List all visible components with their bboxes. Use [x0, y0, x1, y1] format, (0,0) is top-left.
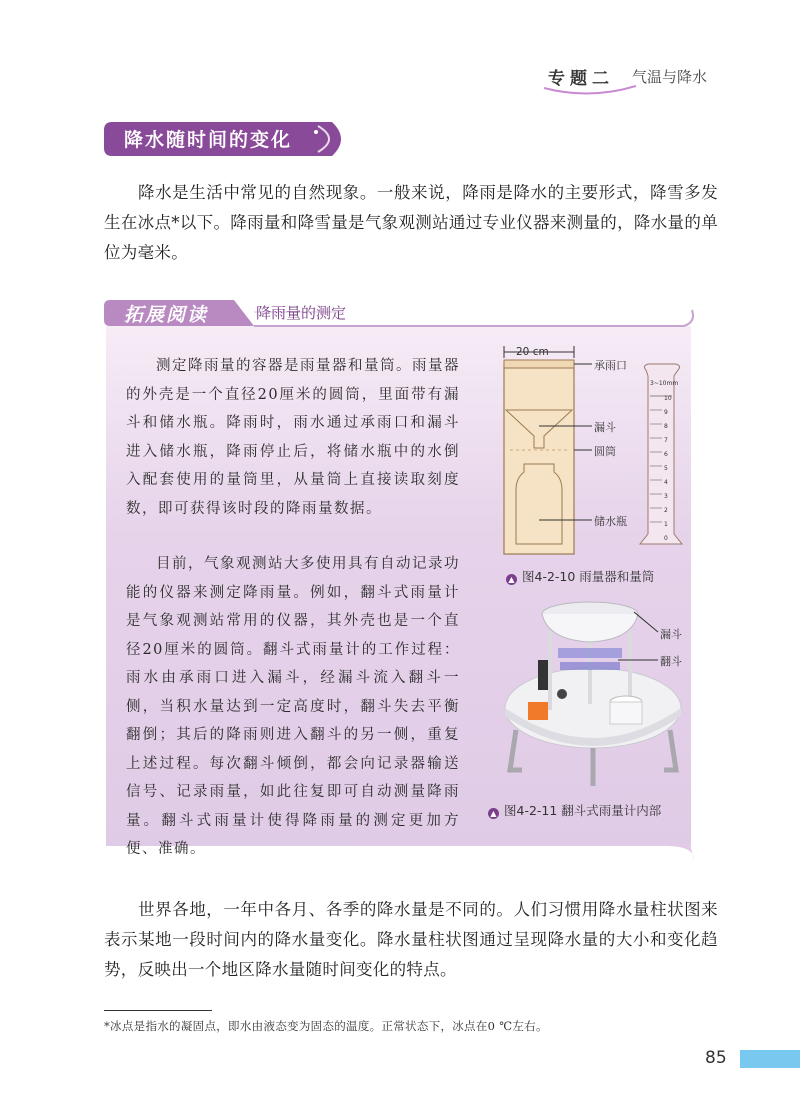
tick-label: 6: [664, 451, 668, 458]
figure-caption-2: [488, 801, 661, 819]
reading-box-tab-label: 拓展阅读: [124, 304, 209, 326]
caption-text: 图4-2-10 雨量器和量筒: [522, 569, 655, 584]
reading-box-subtitle: 降雨量的测定: [256, 304, 347, 322]
tick-label: 0: [664, 535, 668, 542]
label-tipping-bucket: 翻斗: [660, 655, 682, 668]
closing-paragraph: 世界各地，一年中各月、各季的降水量是不同的。人们习惯用降水量柱状图来表示某地一段时间内的降水量变化。降水量柱状图通过呈现降水量的大小和变化趋势，反映出一个地区降水量随时间变化的特点。: [104, 900, 718, 979]
page-number-tab: [740, 1050, 800, 1068]
caption-marker-icon: ▲: [506, 574, 517, 585]
tick-label: 9: [664, 409, 668, 416]
reading-paragraph-1: 测定降雨量的容器是雨量器和量筒。雨量器的外壳是一个直径20厘米的圆筒，里面带有漏斗和储水瓶。降雨时，雨水通过承雨口和漏斗进入储水瓶，降雨停止后，将储水瓶中的水倒入配套使用的量筒里，从量筒上直接读取刻度数，即可获得该时段的降雨量数据。: [126, 358, 460, 517]
tick-label: 1: [664, 521, 668, 528]
cylinder-top-label: 3~10mm: [650, 380, 679, 387]
label-collector-mouth: 承雨口: [594, 359, 627, 372]
footnote-rule: [104, 1010, 212, 1011]
label-cylinder: 圆筒: [594, 445, 616, 458]
section-title: 降水随时间的变化: [124, 129, 293, 151]
tipping-bucket-figure: [488, 590, 698, 790]
label-funnel: 漏斗: [594, 421, 616, 434]
page-number: 85: [705, 1048, 727, 1068]
tick-label: 10: [664, 395, 672, 402]
label-storage-bottle: 储水瓶: [594, 515, 627, 528]
tick-label: 5: [664, 465, 668, 472]
tick-label: 4: [664, 479, 668, 486]
tick-label: 7: [664, 437, 668, 444]
reading-paragraph-2: 目前，气象观测站大多使用具有自动记录功能的仪器来测定降雨量。例如，翻斗式雨量计是气象观测站常用的仪器，其外壳也是一个直径20厘米的圆筒。翻斗式雨量计的工作过程：雨水由承雨口进入漏斗，经漏斗流入翻斗一侧，当积水量达到一定高度时，翻斗失去平衡翻倒；其后的降雨则进入翻斗的另一侧，重复上述过程。每次翻斗倾倒，都会向记录器输送信号、记录雨量，如此往复即可自动测量降雨量。翻斗式雨量计使得降雨量的测定更加方便、准确。: [126, 556, 460, 857]
tick-label: 2: [664, 507, 668, 514]
caption-marker-icon: ▲: [488, 808, 499, 819]
tick-label: 3: [664, 493, 668, 500]
chapter-subtitle: 气温与降水: [632, 68, 708, 86]
caption-text: 图4-2-11 翻斗式雨量计内部: [504, 803, 662, 818]
figure-caption-1: [506, 567, 654, 585]
chapter-topic: 专题二: [548, 69, 614, 89]
rain-gauge-figure: [484, 340, 694, 560]
tick-label: 8: [664, 423, 668, 430]
dimension-label: 20 cm: [516, 346, 549, 358]
label-funnel-2: 漏斗: [660, 628, 682, 641]
cylinder-scale: [664, 392, 674, 546]
header-arc-decoration: [540, 84, 640, 100]
footnote: *冰点是指水的凝固点，即水由液态变为固态的温度。正常状态下，冰点在0 ℃左右。: [104, 1019, 548, 1033]
intro-paragraph: 降水是生活中常见的自然现象。一般来说，降雨是降水的主要形式，降雪多发生在冰点*以下。降雨量和降雪量是气象观测站通过专业仪器来测量的，降水量的单位为毫米。: [104, 183, 718, 262]
